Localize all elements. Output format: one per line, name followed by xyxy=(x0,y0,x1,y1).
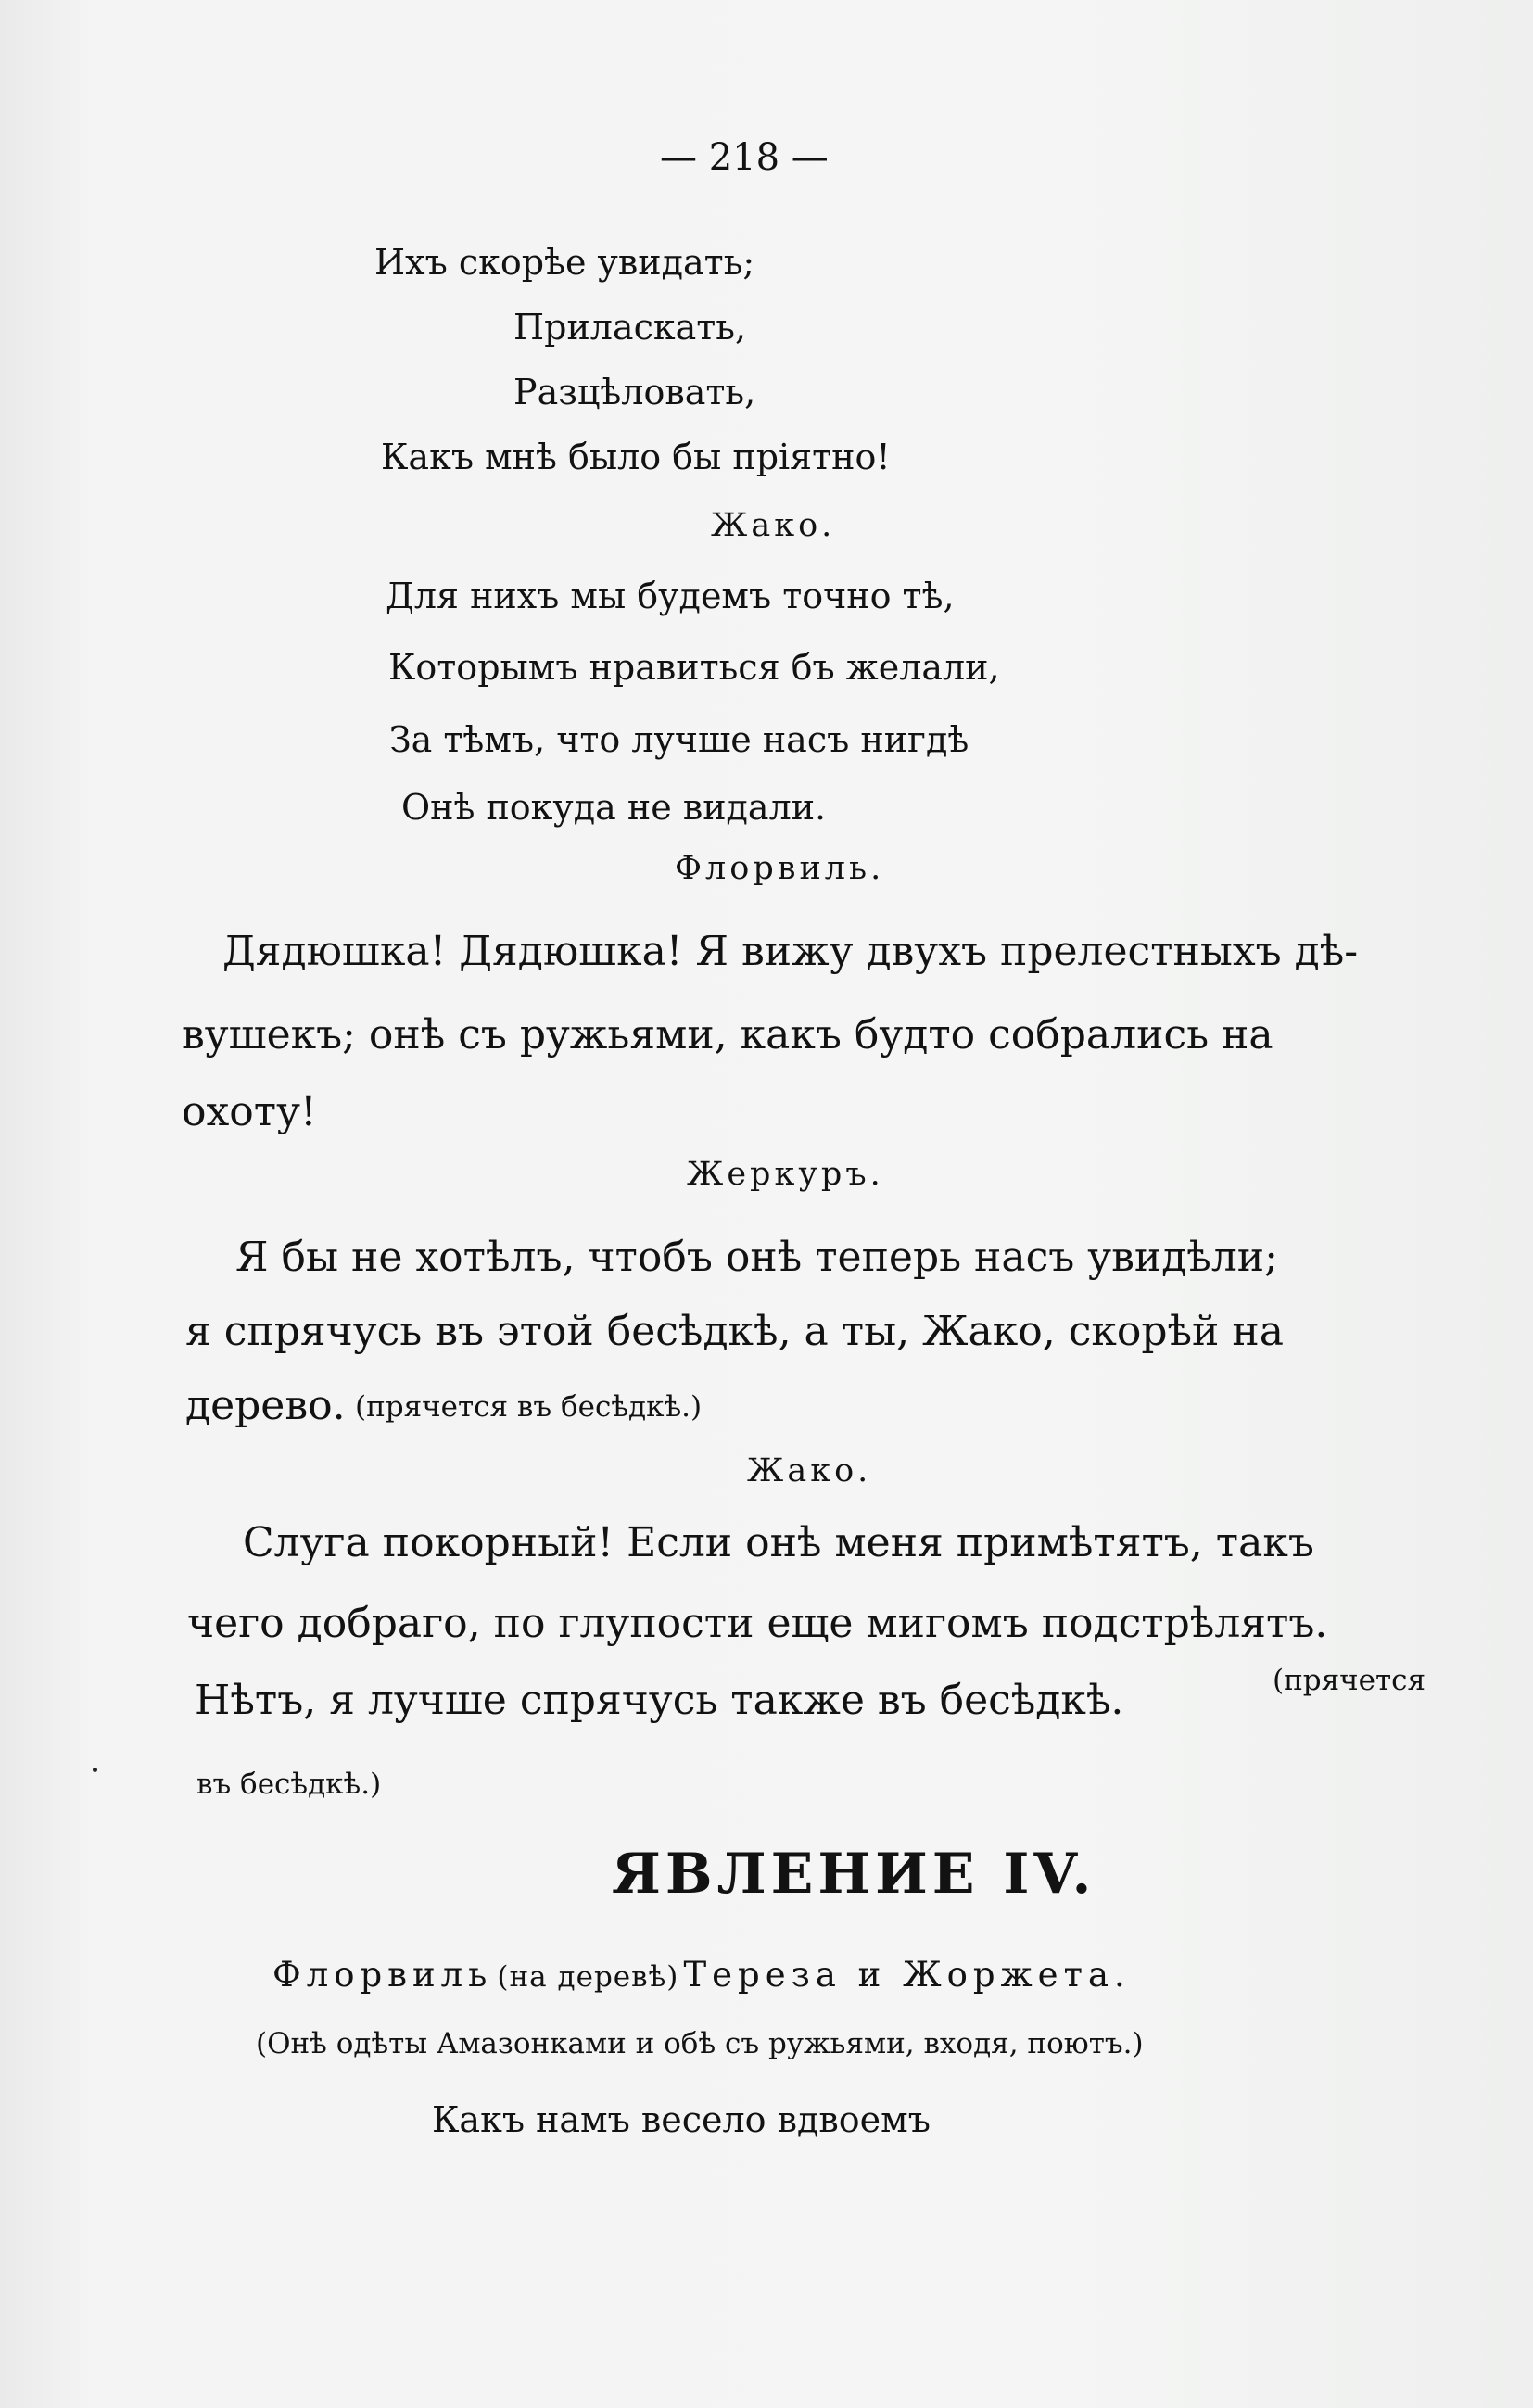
cast-others: Тереза и Жоржета. xyxy=(683,1955,1131,1995)
stage-direction: въ бесѣдкѣ.) xyxy=(196,1768,382,1801)
prose-line: чего добраго, по глупости еще мигомъ подстрѣлятъ. xyxy=(187,1600,1328,1647)
prose-line: Дядюшка! Дядюшка! Я вижу двухъ прелестныхъ дѣ- xyxy=(222,928,1359,975)
verse-line: Ихъ скорѣе увидать; xyxy=(374,242,755,283)
cast-florvil: Флорвиль xyxy=(272,1955,493,1995)
stage-direction: (прячется въ бесѣдкѣ.) xyxy=(355,1390,703,1424)
cast-florvil-note: (на деревѣ) xyxy=(497,1960,679,1994)
verse-line: Разцѣловать, xyxy=(513,372,756,412)
speaker-name: Жако. xyxy=(711,507,836,544)
verse-line: За тѣмъ, что лучше насъ нигдѣ xyxy=(389,719,969,760)
page-number: — 218 — xyxy=(660,136,829,179)
prose-line: охоту! xyxy=(182,1088,317,1135)
verse-line: Для нихъ мы будемъ точно тѣ, xyxy=(386,576,955,616)
prose-line: Слуга покорный! Если онѣ меня примѣтятъ, такъ xyxy=(243,1519,1314,1566)
cast-line xyxy=(272,1955,1131,1995)
prose-line: Я бы не хотѣлъ, чтобъ онѣ теперь насъ увидѣли; xyxy=(235,1234,1278,1281)
verse-line: Которымъ нравиться бъ желали, xyxy=(388,647,1000,688)
verse-line: Онѣ покуда не видали. xyxy=(401,787,827,828)
stage-direction: (прячется xyxy=(1273,1664,1426,1697)
verse-line: Приласкать, xyxy=(513,307,747,348)
speaker-name: Жеркуръ. xyxy=(687,1156,884,1193)
verse-line: Какъ намъ весело вдвоемъ xyxy=(432,2099,931,2140)
speaker-name: Жако. xyxy=(747,1452,872,1489)
speaker-name: Флорвиль. xyxy=(675,850,885,887)
prose-line: я спрячусь въ этой бесѣдкѣ, а ты, Жако, скорѣй на xyxy=(185,1308,1284,1355)
verse-line: Какъ мнѣ было бы пріятно! xyxy=(381,437,891,477)
ink-speck xyxy=(93,1768,97,1772)
prose-line: вушекъ; онѣ съ ружьями, какъ будто собрались на xyxy=(182,1011,1273,1058)
prose-line: Нѣтъ, я лучше спрячусь также въ бесѣдкѣ. xyxy=(195,1677,1124,1724)
stage-direction: (Онѣ одѣты Амазонками и обѣ съ ружьями, входя, поютъ.) xyxy=(256,2027,1144,2060)
scene-title: ЯВЛЕНИЕ IV. xyxy=(612,1842,1096,1907)
prose-line: дерево. xyxy=(185,1382,346,1429)
